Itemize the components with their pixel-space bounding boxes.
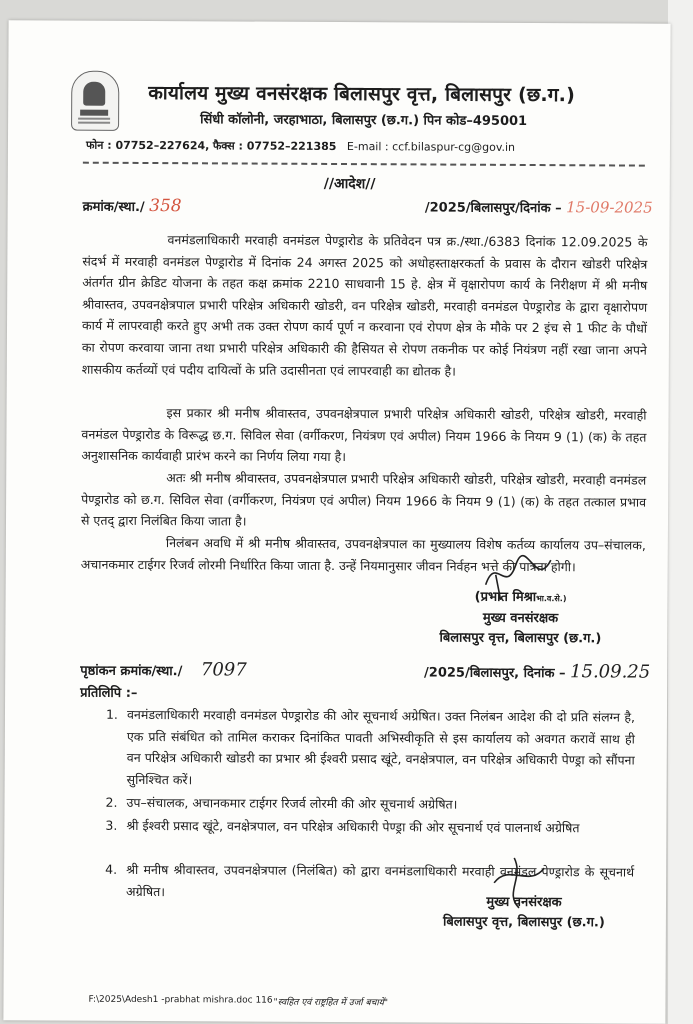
list-item: 1. वनमंडलाधिकारी मरवाही वनमंडल पेण्ड्रारोड की ओर सूचनार्थ अग्रेषित। उक्त निलंबन आदेश की दो प्रति संलग्न है, एक प्रति संबंधित को तामिल कराकर दिनांकित पावती अभिस्वीकृति से इस कार्यालय को अवगत करावें साथ ही वन परिक्षेत्र अधिकारी खोडरी का प्रभार श्री ईश्वरी प्रसाद खूंटे, वनक्षेत्रपाल, वन परिक्षेत्र अधिकारी पेण्ड्रा को सौंपना सुनिश्चित करें। — [105, 706, 636, 788]
signatory-service: भा.व.से.) — [536, 594, 567, 604]
paragraph-1: वनमंडलाधिकारी मरवाही वनमंडल पेण्ड्रारोड के प्रतिवेदन पत्र क्र./स्था./6383 दिनांक 12.09.2025 के संदर्भ में मरवाही वनमंडल पेण्ड्रारोड में दिनांक 24 अगस्त 2025 को अधोहस्ताक्षरकर्ता के प्रवास के दौरान खोडरी परिक्षेत्र अंतर्गत ग्रीन क्रेडिट योजना के तहत कक्ष क्रमांक 2210 साधवानी 15 हे. क्षेत्र में वृक्षारोपण कार्य के निरीक्षण में श्री मनीष श्रीवास्तव, उपवनक्षेत्रपाल प्रभारी परिक्षेत्र अधिकारी खोडरी, वन परिक्षेत्र खोडरी, मरवाही वनमंडल पेण्ड्रारोड के द्वारा वृक्षारोपण कार्य में लापरवाही करते हुए अभी तक उक्त रोपण कार्य पूर्ण न करवाना एवं रोपण क्षेत्र के मौके पर 2 इंच से 1 फीट के पौधों का रोपण करवाया जाना तथा प्रभारी परिक्षेत्र अधिकारी की हैसियत से रोपण तकनीक पर कोई नियंत्रण नहीं रखा जाना अपने शासकीय कर्तव्यों एवं पदीय दायित्वों के प्रति उदासीनता एवं लापरवाही का द्योतक है। — [81, 232, 648, 379]
list-item: 3. श्री ईश्वरी प्रसाद खूंटे, वनक्षेत्रपाल, वन परिक्षेत्र अधिकारी पेण्ड्रा की ओर सूचनार्थ एवं पालनार्थ अग्रेषित — [105, 817, 580, 836]
date-handwritten: 15-09-2025 — [566, 198, 653, 217]
endorsement-handwritten: 7097 — [200, 659, 247, 681]
order-title: //आदेश// — [323, 175, 376, 193]
kramank-handwritten: 358 — [149, 196, 182, 217]
endorsement-date-label: /2025/बिलासपुर, दिनांक – — [424, 665, 566, 682]
signature-block-2 — [434, 893, 614, 934]
phone: फोन : 07752–227624, — [85, 138, 210, 153]
page-background-strip — [668, 0, 693, 1024]
copy-list — [80, 704, 645, 899]
footer-file-path: F:\2025\Adesh1 -prabhat mishra.doc 116 — [88, 994, 273, 1006]
office-address: सिंधी कॉलोनी, जरहाभाठा, बिलासपुर (छ.ग.) पिन कोड–495001 — [200, 112, 528, 129]
signatory2-designation: मुख्य वनसंरक्षक — [486, 894, 562, 911]
endorsement-date-handwritten: 15.09.25 — [570, 661, 651, 683]
document-page — [3, 20, 670, 1023]
state-emblem-icon — [71, 71, 119, 131]
paragraph-4: निलंबन अवधि में श्री मनीष श्रीवास्तव, उपवनक्षेत्रपाल का मुख्यालय विशेष कर्तव्य कार्यालय उप–संचालक, अचानकमार टाईगर रिजर्व लोरमी निर्धारित किया जाता है. उन्हें नियमानुसार जीवन निर्वहन भत्ते की पात्रता होगी। — [80, 535, 646, 574]
order-reference-row — [83, 196, 653, 219]
signatory-place: बिलासपुर वृत्त, बिलासपुर (छ.ग.) — [439, 630, 602, 647]
header-divider — [83, 162, 645, 167]
list-item: 4. श्री मनीष श्रीवास्तव, उपवनक्षेत्रपाल (निलंबित) को द्वारा वनमंडलाधिकारी मरवाही वनमंडल पेण्ड्रारोड के सूचनार्थ अग्रेषित। — [105, 861, 635, 899]
copy-label: प्रतिलिपि :– — [80, 685, 138, 701]
office-title: कार्यालय मुख्य वनसंरक्षक बिलासपुर वृत्त, बिलासपुर (छ.ग.) — [148, 82, 576, 107]
signature-block-1 — [435, 588, 605, 650]
signatory-name: (प्रभात मिश्रा — [474, 589, 537, 606]
kramank-label: क्रमांक/स्था./ — [82, 199, 145, 215]
fax: फैक्स : 07752–221385 — [212, 139, 337, 153]
signatory-designation: मुख्य वनसंरक्षक — [482, 610, 559, 627]
paragraph-2: इस प्रकार श्री मनीष श्रीवास्तव, उपवनक्षेत्रपाल प्रभारी परिक्षेत्र अधिकारी खोडरी, परिक्षेत्र खोडरी, मरवाही वनमंडल पेण्ड्रारोड के विरूद्ध छ.ग. सिविल सेवा (वर्गीकरण, नियंत्रण एवं अपील) नियम 1966 के नियम 9 (1) (क) के तहत अनुशासनिक कार्यवाही प्रारंभ करने का निर्णय लिया गया है। — [81, 405, 647, 465]
endorsement-label: पृष्ठांकन क्रमांक/स्था./ — [80, 663, 183, 680]
list-item: 2. उप–संचालक, अचानकमार टाईगर रिजर्व लोरमी की ओर सूचनार्थ अग्रेषित। — [105, 794, 458, 812]
email: E-mail : ccf.bilaspur-cg@gov.in — [346, 140, 516, 154]
paragraph-3: अतः श्री मनीष श्रीवास्तव, उपवनक्षेत्रपाल प्रभारी परिक्षेत्र अधिकारी खोडरी, परिक्षेत्र खोडरी, मरवाही वनमंडल पेण्ड्रारोड को छ.ग. सिविल सेवा (वर्गीकरण, नियंत्रण एवं अपील) नियम 1966 के नियम 9 (1) (क) के तहत तत्काल प्रभाव से एतद् द्वारा निलंबित किया जाता है। — [80, 470, 647, 529]
date-label: /2025/बिलासपुर/दिनांक – — [424, 200, 562, 217]
endorsement-reference-row — [80, 659, 650, 683]
contact-line — [86, 138, 515, 155]
signatory2-place: बिलासपुर वृत्त, बिलासपुर (छ.ग.) — [442, 914, 605, 931]
footer-slogan: "स्वहित एवं राष्ट्रहित में उर्जा बचायें" — [273, 997, 389, 1009]
